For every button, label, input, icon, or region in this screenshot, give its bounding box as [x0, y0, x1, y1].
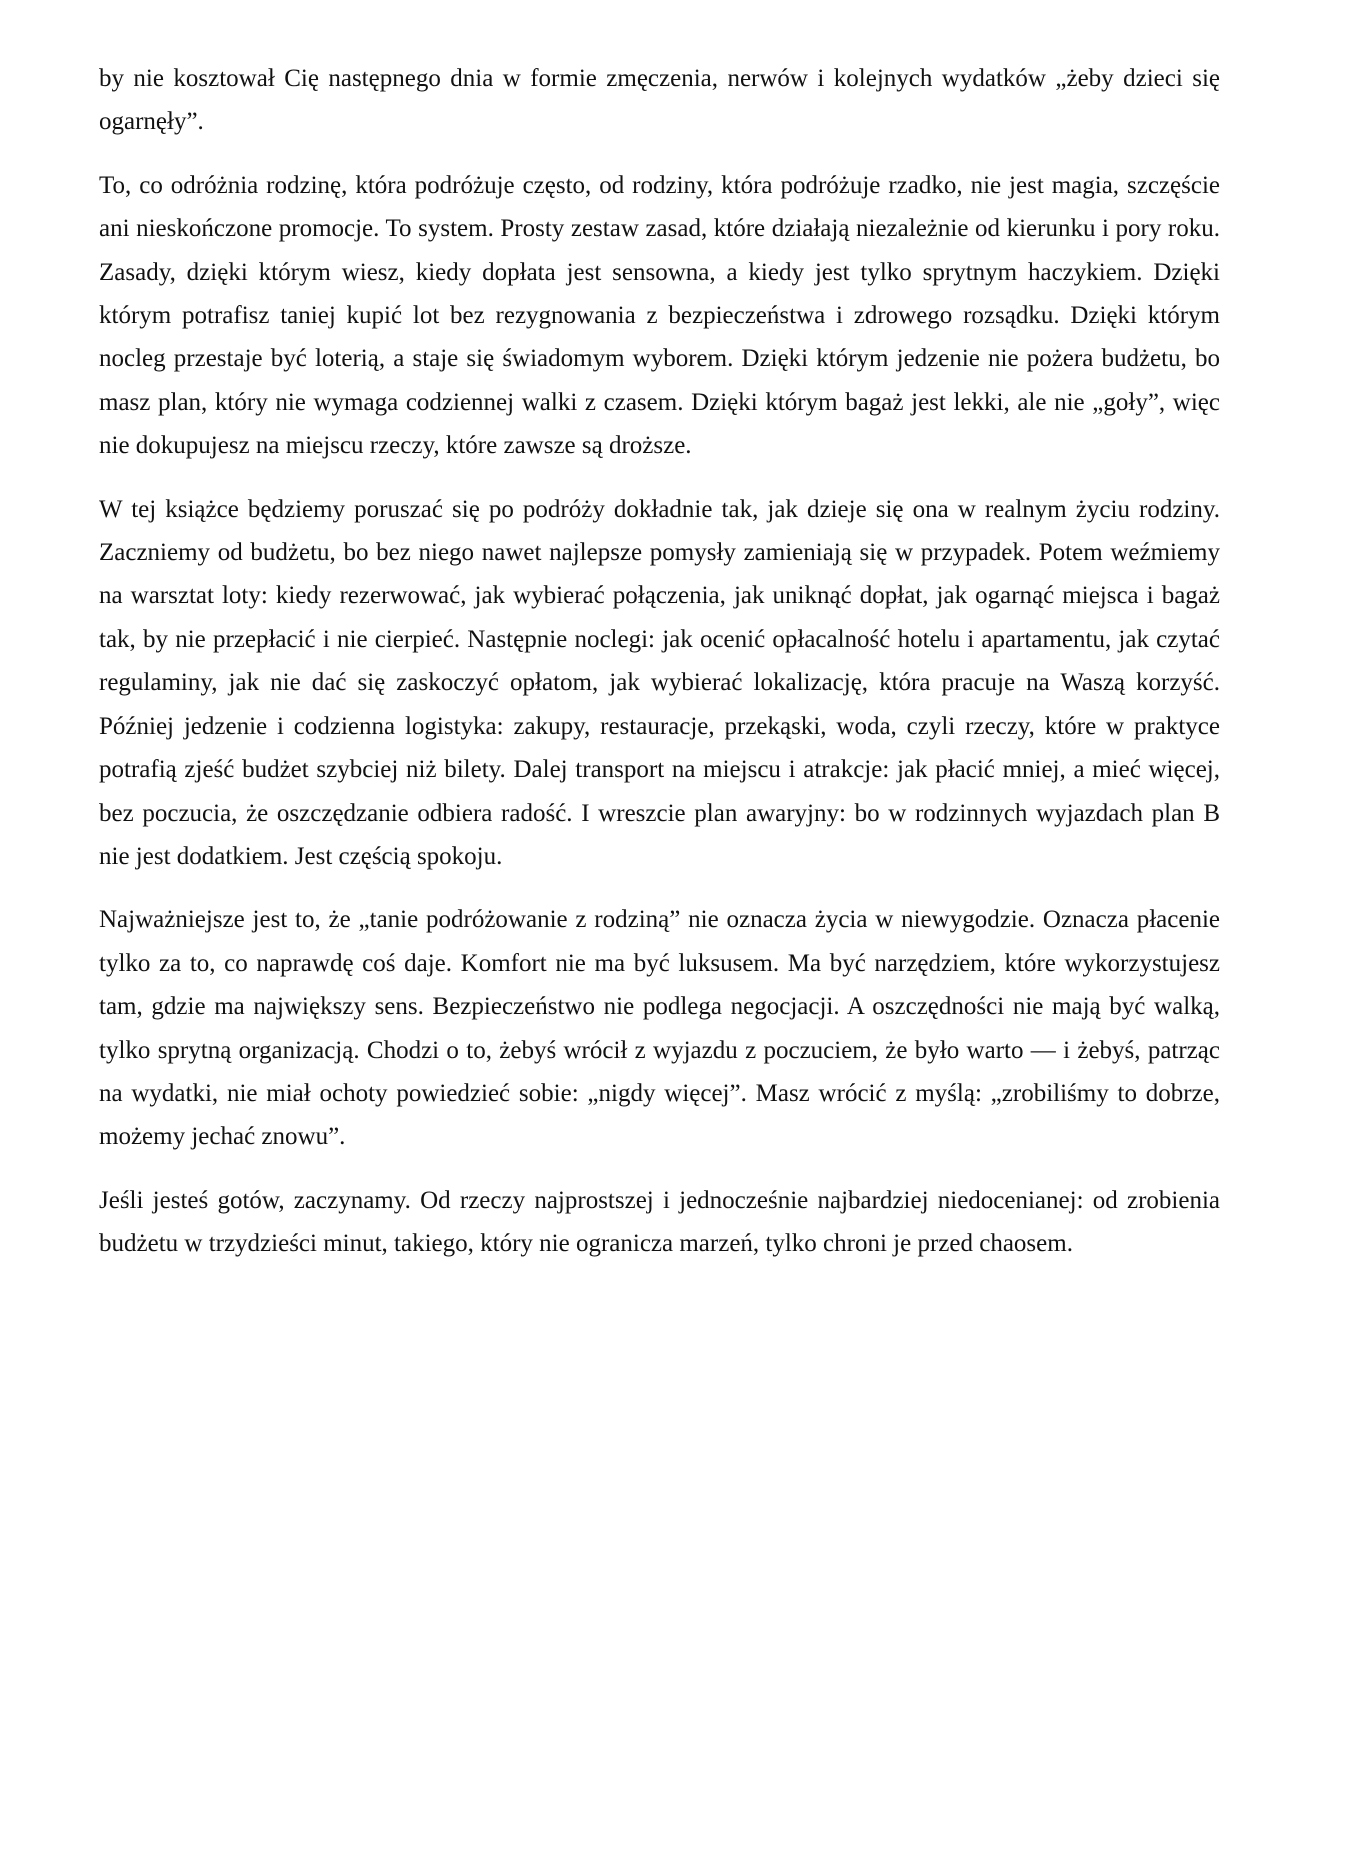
paragraph-lets-begin: Jeśli jesteś gotów, zaczynamy. Od rzeczy najprostszej i jednocześnie najbardziej niedocenianej: od zrobienia budżetu w trzydzieści minut, takiego, który nie ogranicza marzeń, tylko chroni je przed chaosem. [99, 1186, 1220, 1258]
paragraph-continuation: by nie kosztował Cię następnego dnia w formie zmęczenia, nerwów i kolejnych wydatków „żeby dzieci się ogarnęły”. [99, 65, 1220, 136]
document-page [99, 57, 1220, 1286]
paragraph-cheap-travel-meaning: Najważniejsze jest to, że „tanie podróżowanie z rodziną” nie oznacza życia w niewygodzie. Oznacza płacenie tylko za to, co naprawdę coś daje. Komfort nie ma być luksusem. Ma być narzędziem, które wykorzystujesz tam, gdzie ma największy sens. Bezpieczeństwo nie podlega negocjacji. A oszczędności nie mają być walką, tylko sprytną organizacją. Chodzi o to, żebyś wrócił z wyjazdu z poczuciem, że było warto — i żebyś, patrząc na wydatki, nie miał ochoty powiedzieć sobie: „nigdy więcej”. Masz wrócić z myślą: „zrobiliśmy to dobrze, możemy jechać znowu”. [99, 906, 1220, 1151]
paragraph-book-outline: W tej książce będziemy poruszać się po podróży dokładnie tak, jak dzieje się ona w realnym życiu rodziny. Zaczniemy od budżetu, bo bez niego nawet najlepsze pomysły zamieniają się w przypadek. Potem weźmiemy na warsztat loty: kiedy rezerwować, jak wybierać połączenia, jak uniknąć dopłat, jak ogarnąć miejsca i bagaż tak, by nie przepłacić i nie cierpieć. Następnie noclegi: jak ocenić opłacalność hotelu i apartamentu, jak czytać regulaminy, jak nie dać się zaskoczyć opłatom, jak wybierać lokalizację, która pracuje na Waszą korzyść. Później jedzenie i codzienna logistyka: zakupy, restauracje, przekąski, woda, czyli rzeczy, które w praktyce potrafią zjeść budżet szybciej niż bilety. Dalej transport na miejscu i atrakcje: jak płacić mniej, a mieć więcej, bez poczucia, że oszczędzanie odbiera radość. I wreszcie plan awaryjny: bo w rodzinnych wyjazdach plan B nie jest dodatkiem. Jest częścią spokoju. [99, 495, 1220, 870]
paragraph-system: To, co odróżnia rodzinę, która podróżuje często, od rodziny, która podróżuje rzadko, nie jest magia, szczęście ani nieskończone promocje. To system. Prosty zestaw zasad, które działają niezależnie od kierunku i pory roku. Zasady, dzięki którym wiesz, kiedy dopłata jest sensowna, a kiedy jest tylko sprytnym haczykiem. Dzięki którym potrafisz taniej kupić lot bez rezygnowania z bezpieczeństwa i zdrowego rozsądku. Dzięki którym nocleg przestaje być loterią, a staje się świadomym wyborem. Dzięki którym jedzenie nie pożera budżetu, bo masz plan, który nie wymaga codziennej walki z czasem. Dzięki którym bagaż jest lekki, ale nie „goły”, więc nie dokupujesz na miejscu rzeczy, które zawsze są droższe. [99, 171, 1220, 460]
